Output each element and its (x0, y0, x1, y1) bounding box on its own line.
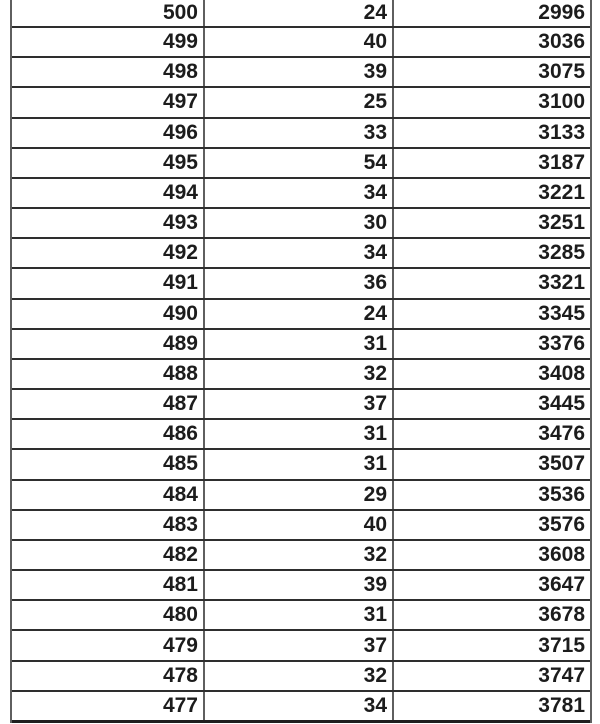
table-row (12, 269, 590, 299)
cell-col3: 3747 (538, 663, 585, 687)
cell-col2: 32 (205, 662, 394, 690)
cell-col3: 3187 (538, 150, 585, 174)
cell-col2: 31 (205, 450, 394, 478)
cell-col2: 31 (205, 601, 394, 629)
cell-col3: 3285 (538, 241, 585, 265)
cell-col1: 495 (12, 149, 205, 177)
table-row (12, 149, 590, 179)
cell-col2: 33 (205, 119, 394, 147)
cell-col1: 491 (12, 269, 205, 297)
cell-col1: 500 (12, 0, 205, 26)
table-row (12, 58, 590, 88)
cell-col3: 3100 (538, 90, 585, 114)
cell-col3: 3507 (538, 452, 585, 476)
cell-col1: 482 (12, 541, 205, 569)
table-row (12, 631, 590, 661)
cell-col3: 3678 (538, 603, 585, 627)
cell-col1: 494 (12, 179, 205, 207)
table-row (12, 662, 590, 692)
cell-col1: 492 (12, 239, 205, 267)
cell-col1: 484 (12, 481, 205, 509)
cell-col1: 493 (12, 209, 205, 237)
cell-col3: 3376 (538, 331, 585, 355)
cell-col2: 24 (205, 0, 394, 26)
cell-col3: 3647 (538, 573, 585, 597)
cell-col2: 32 (205, 541, 394, 569)
cell-col2: 25 (205, 88, 394, 116)
cell-col1: 498 (12, 58, 205, 86)
cell-col3: 3445 (538, 392, 585, 416)
cell-col1: 490 (12, 300, 205, 328)
table-row (12, 511, 590, 541)
cell-col3: 3608 (538, 543, 585, 566)
cell-col3: 3715 (538, 633, 585, 657)
cell-col3: 3251 (538, 211, 585, 235)
cell-col2: 39 (205, 571, 394, 599)
cell-col2: 54 (205, 149, 394, 177)
cell-col3: 3576 (538, 512, 585, 536)
table-row (12, 450, 590, 480)
table-row (12, 330, 590, 360)
table-row (12, 360, 590, 390)
cell-col1: 486 (12, 420, 205, 448)
table-row (12, 571, 590, 601)
cell-col3: 3536 (538, 482, 585, 506)
cell-col1: 487 (12, 390, 205, 418)
cell-col3: 3075 (538, 60, 585, 84)
cell-col2: 40 (205, 28, 394, 56)
cell-col1: 480 (12, 601, 205, 629)
cell-col2: 39 (205, 58, 394, 86)
cell-col3: 3133 (538, 120, 585, 144)
table-row (12, 541, 590, 571)
cell-col2: 34 (205, 692, 394, 720)
cell-col3: 3408 (538, 361, 585, 385)
table-row (12, 420, 590, 450)
cell-col1: 497 (12, 88, 205, 116)
cell-col1: 485 (12, 450, 205, 478)
table-row (12, 28, 590, 58)
cell-col1: 481 (12, 571, 205, 599)
cell-col2: 24 (205, 300, 394, 328)
cell-col1: 478 (12, 662, 205, 690)
cell-col1: 479 (12, 631, 205, 659)
table-row (12, 209, 590, 239)
cell-col3: 3321 (538, 271, 585, 295)
data-table (10, 0, 592, 723)
cell-col3: 3476 (538, 422, 585, 446)
table-row (12, 481, 590, 511)
table-row (12, 0, 590, 28)
cell-col3: 3036 (538, 30, 585, 54)
cell-col1: 488 (12, 360, 205, 388)
cell-col2: 32 (205, 360, 394, 388)
table-row (12, 88, 590, 118)
table-row (12, 300, 590, 330)
cell-col2: 34 (205, 239, 394, 267)
cell-col3: 2996 (538, 1, 585, 24)
cell-col2: 31 (205, 330, 394, 358)
table-row (12, 119, 590, 149)
table-row (12, 179, 590, 209)
cell-col3: 3221 (538, 180, 585, 204)
cell-col1: 496 (12, 119, 205, 147)
cell-col2: 29 (205, 481, 394, 509)
cell-col3: 3781 (538, 693, 585, 717)
cell-col2: 30 (205, 209, 394, 237)
cell-col2: 31 (205, 420, 394, 448)
cell-col2: 37 (205, 390, 394, 418)
cell-col1: 489 (12, 330, 205, 358)
cell-col1: 477 (12, 692, 205, 720)
cell-col2: 34 (205, 179, 394, 207)
cell-col3: 3345 (538, 301, 585, 325)
table-row (12, 390, 590, 420)
cell-col2: 36 (205, 269, 394, 297)
cell-col2: 37 (205, 631, 394, 659)
cell-col1: 483 (12, 511, 205, 539)
cell-col2: 40 (205, 511, 394, 539)
table-row (12, 239, 590, 269)
table-row (12, 692, 590, 723)
table-row (12, 601, 590, 631)
cell-col1: 499 (12, 28, 205, 56)
